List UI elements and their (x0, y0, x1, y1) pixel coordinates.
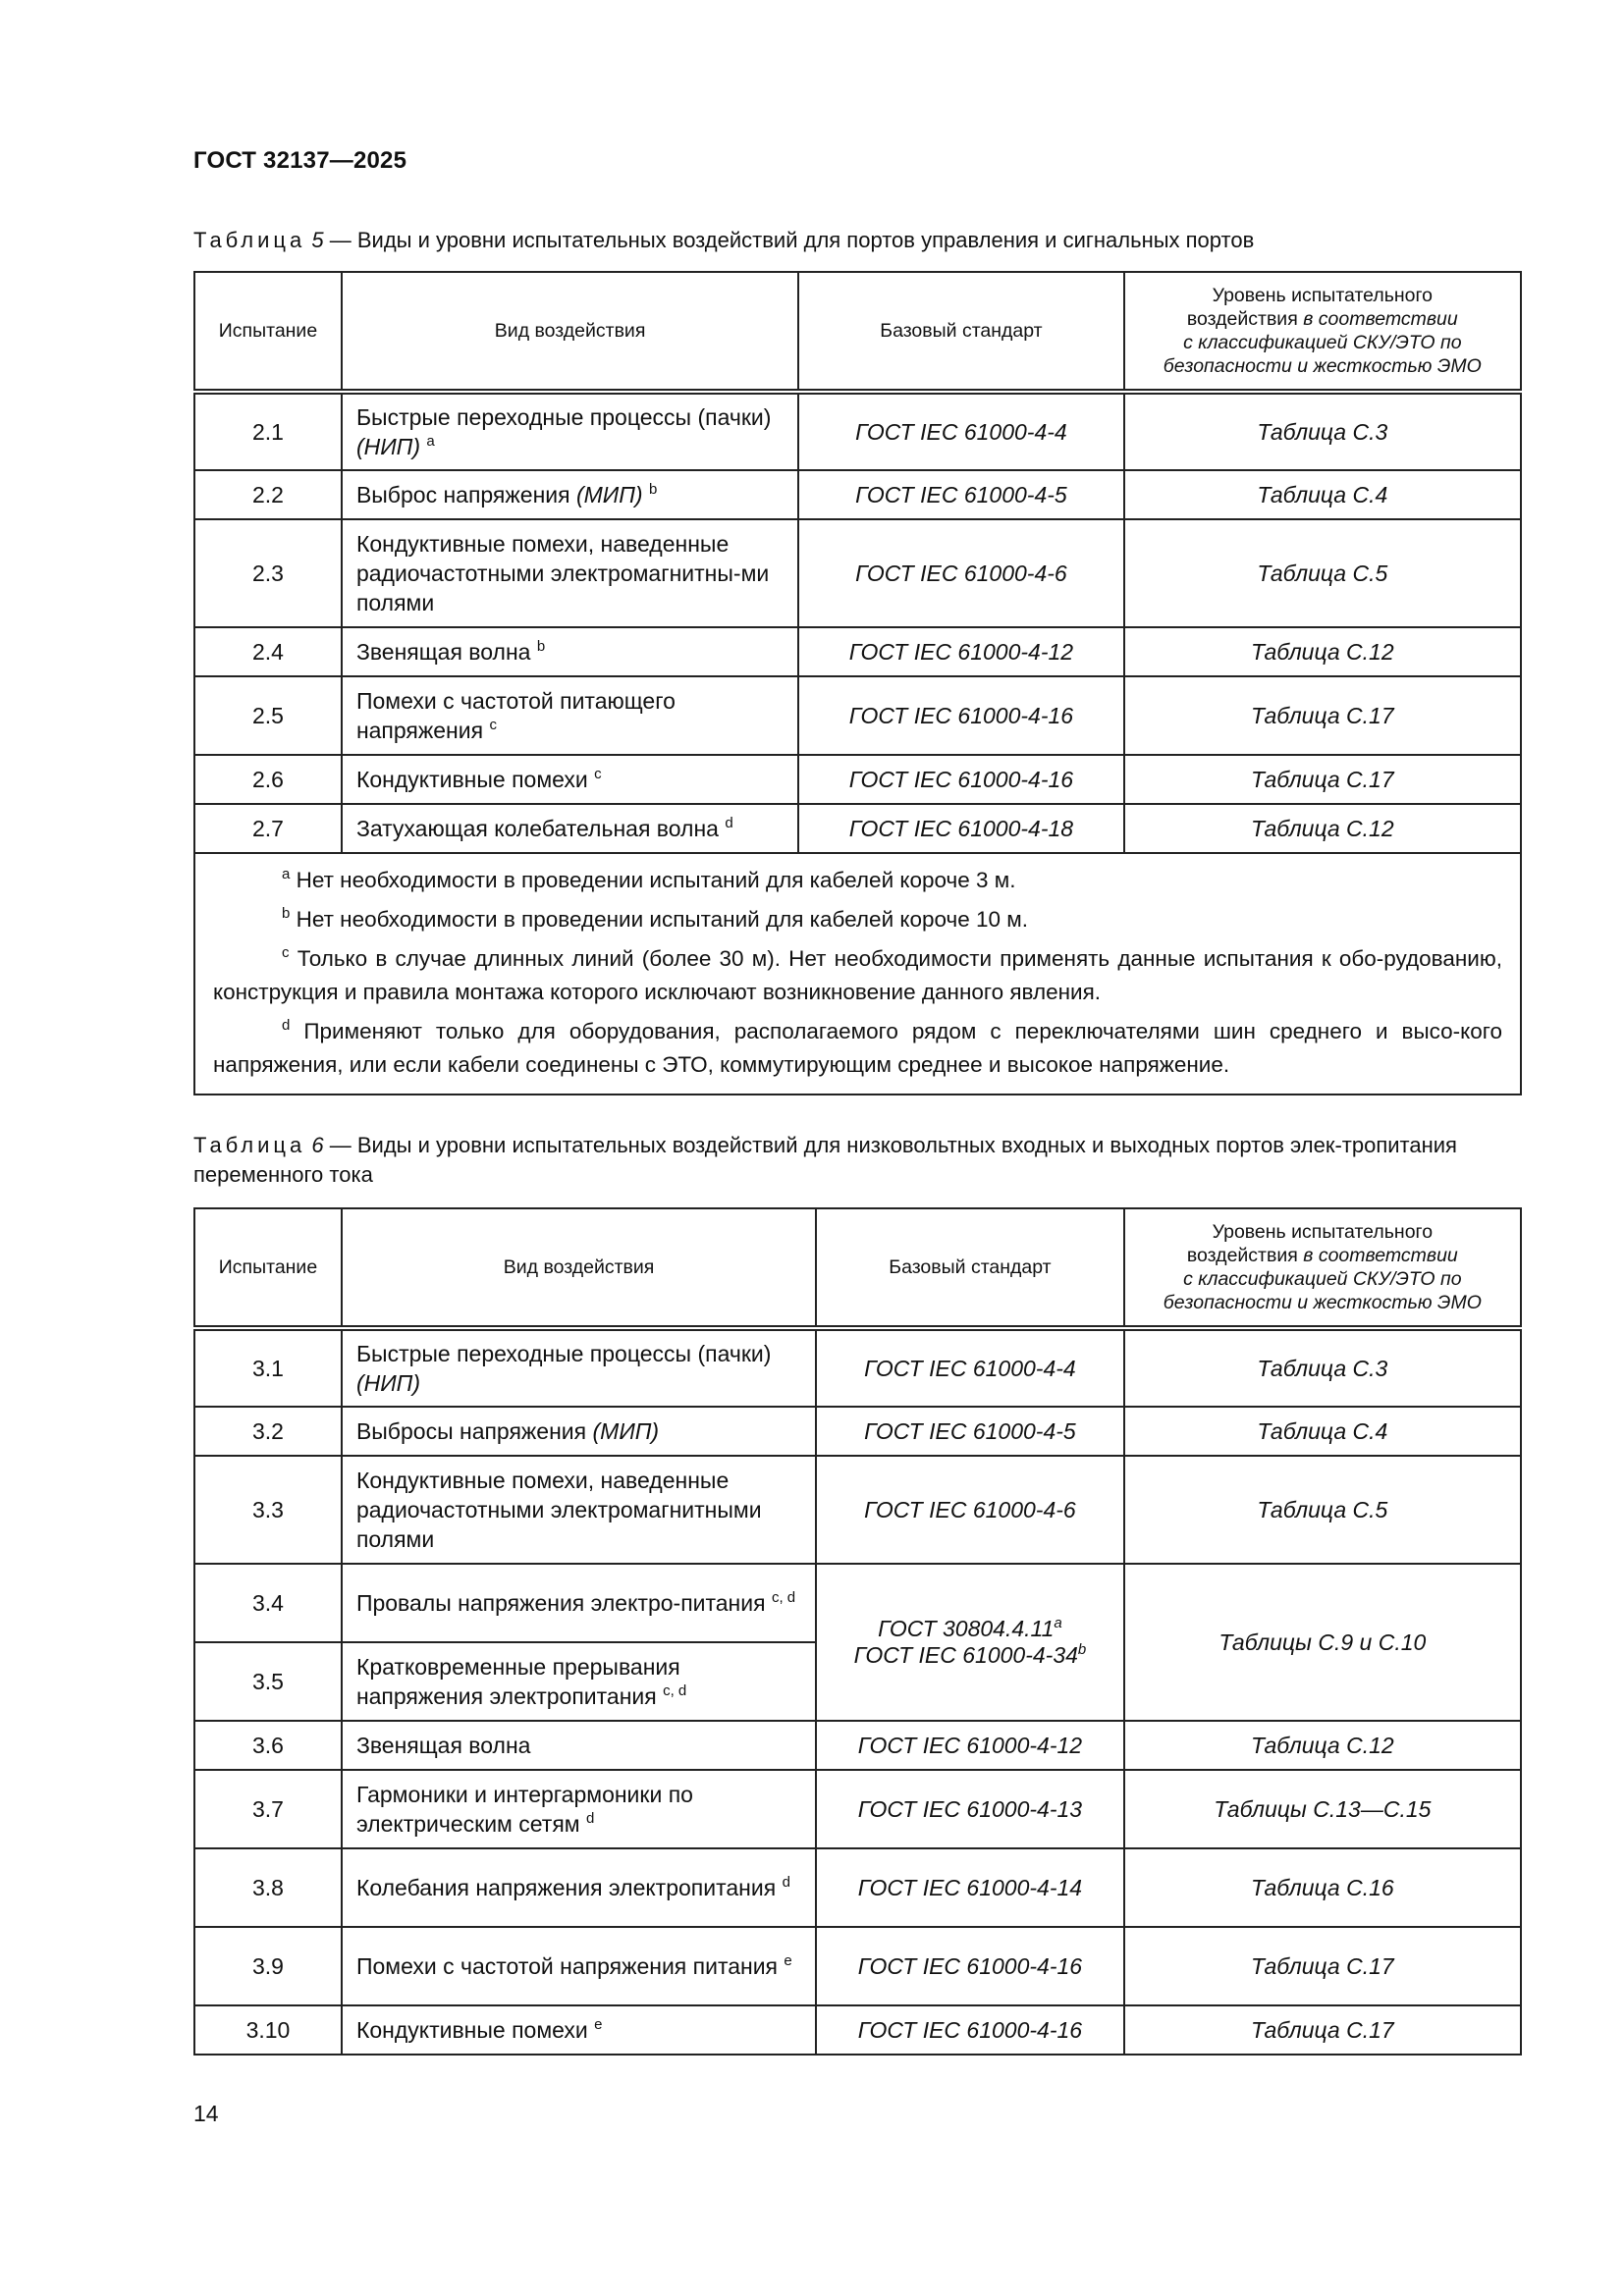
footnote: $^b$ Нет необходимости в проведении испытаний для кабелей короче 10 м. (282, 905, 1029, 932)
page-number: 14 (193, 2101, 219, 2126)
footnote: $^d$ Применяют только для оборудования, располагаемого рядом с переключателями шин среднего и высо-кого напряжения, или если кабели соединены с ЭТО, коммутирующим среднее и высокое напряжение. (213, 1017, 1502, 1077)
table-row: 3.2 Выбросы напряжения (МИП) ГОСТ IEC 61000-4-5 Таблица С.4 (194, 1407, 1521, 1456)
table-row: 2.6 Кондуктивные помехи $^c$ ГОСТ IEC 61000-4-16 Таблица С.17 (194, 755, 1521, 804)
col-header-standard: Базовый стандарт (816, 1208, 1123, 1328)
table-row: 2.4 Звенящая волна $^b$ ГОСТ IEC 61000-4-12 Таблица С.12 (194, 627, 1521, 676)
footnote: $^a$ Нет необходимости в проведении испытаний для кабелей короче 3 м. (282, 866, 1016, 892)
table-row: 2.7 Затухающая колебательная волна $^d$ ГОСТ IEC 61000-4-18 Таблица С.12 (194, 804, 1521, 853)
table-row: 2.2 Выброс напряжения (МИП) $^b$ ГОСТ IEC 61000-4-5 Таблица С.4 (194, 470, 1521, 519)
table-row: 2.1 Быстрые переходные процессы (пачки) (НИП) $^a$ ГОСТ IEC 61000-4-4 Таблица С.3 (194, 392, 1521, 470)
table6 (193, 1207, 1522, 2056)
col-header-level: Уровень испытательного воздействия в соответствии с классификацией СКУ/ЭТО по безопасности и жесткостью ЭМО (1124, 272, 1521, 392)
table6-caption-text: — Виды и уровни испытательных воздействий для низковольтных входных и выходных портов элек-тропитания переменного тока (193, 1133, 1457, 1187)
table-row: 3.1 Быстрые переходные процессы (пачки) (НИП) ГОСТ IEC 61000-4-4 Таблица С.3 (194, 1328, 1521, 1407)
table-row: 3.6 Звенящая волна ГОСТ IEC 61000-4-12 Таблица С.12 (194, 1721, 1521, 1770)
table5-caption-number: 5 (311, 228, 324, 252)
table-row: 3.3 Кондуктивные помехи, наведенные радиочастотными электромагнитными полями ГОСТ IEC 61000-4-6 Таблица С.5 (194, 1456, 1521, 1564)
table5-caption (193, 226, 1529, 255)
table5 (193, 271, 1522, 1095)
table6-caption (193, 1131, 1529, 1190)
table-row: 3.4 Провалы напряжения электро-питания $^{c, d}$ ГОСТ 30804.4.11$^a$ ГОСТ IEC 61000-4-34$^b$ Таблицы С.9 и С.10 (194, 1564, 1521, 1642)
table-row: 3.9 Помехи с частотой напряжения питания $^e$ ГОСТ IEC 61000-4-16 Таблица С.17 (194, 1927, 1521, 2005)
table6-caption-number: 6 (311, 1133, 324, 1157)
table5-header-row (194, 272, 1521, 392)
col-header-test: Испытание (194, 1208, 342, 1328)
col-header-kind: Вид воздействия (342, 272, 798, 392)
col-header-level: Уровень испытательного воздействия в соответствии с классификацией СКУ/ЭТО по безопасности и жесткостью ЭМО (1124, 1208, 1521, 1328)
table-row: 3.7 Гармоники и интергармоники по электрическим сетям $^d$ ГОСТ IEC 61000-4-13 Таблицы С.13—С.15 (194, 1770, 1521, 1848)
merged-standard-cell: ГОСТ 30804.4.11$^a$ ГОСТ IEC 61000-4-34$^b$ (816, 1564, 1123, 1721)
table5-caption-prefix: Таблица (193, 228, 306, 252)
col-header-standard: Базовый стандарт (798, 272, 1123, 392)
document-header: ГОСТ 32137—2025 (193, 147, 407, 174)
table-row: 3.5 Кратковременные прерывания напряжения электропитания $^{c, d}$ (194, 1642, 1521, 1721)
table6-header-row (194, 1208, 1521, 1328)
table-row: 3.8 Колебания напряжения электропитания $^d$ ГОСТ IEC 61000-4-14 Таблица С.16 (194, 1848, 1521, 1927)
table5-caption-text: — Виды и уровни испытательных воздействий для портов управления и сигнальных портов (323, 228, 1255, 252)
col-header-kind: Вид воздействия (342, 1208, 816, 1328)
table-row: 3.10 Кондуктивные помехи $^e$ ГОСТ IEC 61000-4-16 Таблица С.17 (194, 2005, 1521, 2055)
table-row: 2.5 Помехи с частотой питающего напряжения $^c$ ГОСТ IEC 61000-4-16 Таблица С.17 (194, 676, 1521, 755)
table5-notes (194, 853, 1521, 1095)
col-header-test: Испытание (194, 272, 342, 392)
table-row: 2.3 Кондуктивные помехи, наведенные радиочастотными электромагнитны-ми полями ГОСТ IEC 61000-4-6 Таблица С.5 (194, 519, 1521, 627)
footnote: $^c$ Только в случае длинных линий (более 30 м). Нет необходимости применять данные испытания к обо-рудованию, конструкция и правила монтажа которого исключают возникновение данного явления. (213, 944, 1502, 1004)
table6-caption-prefix: Таблица (193, 1133, 306, 1157)
